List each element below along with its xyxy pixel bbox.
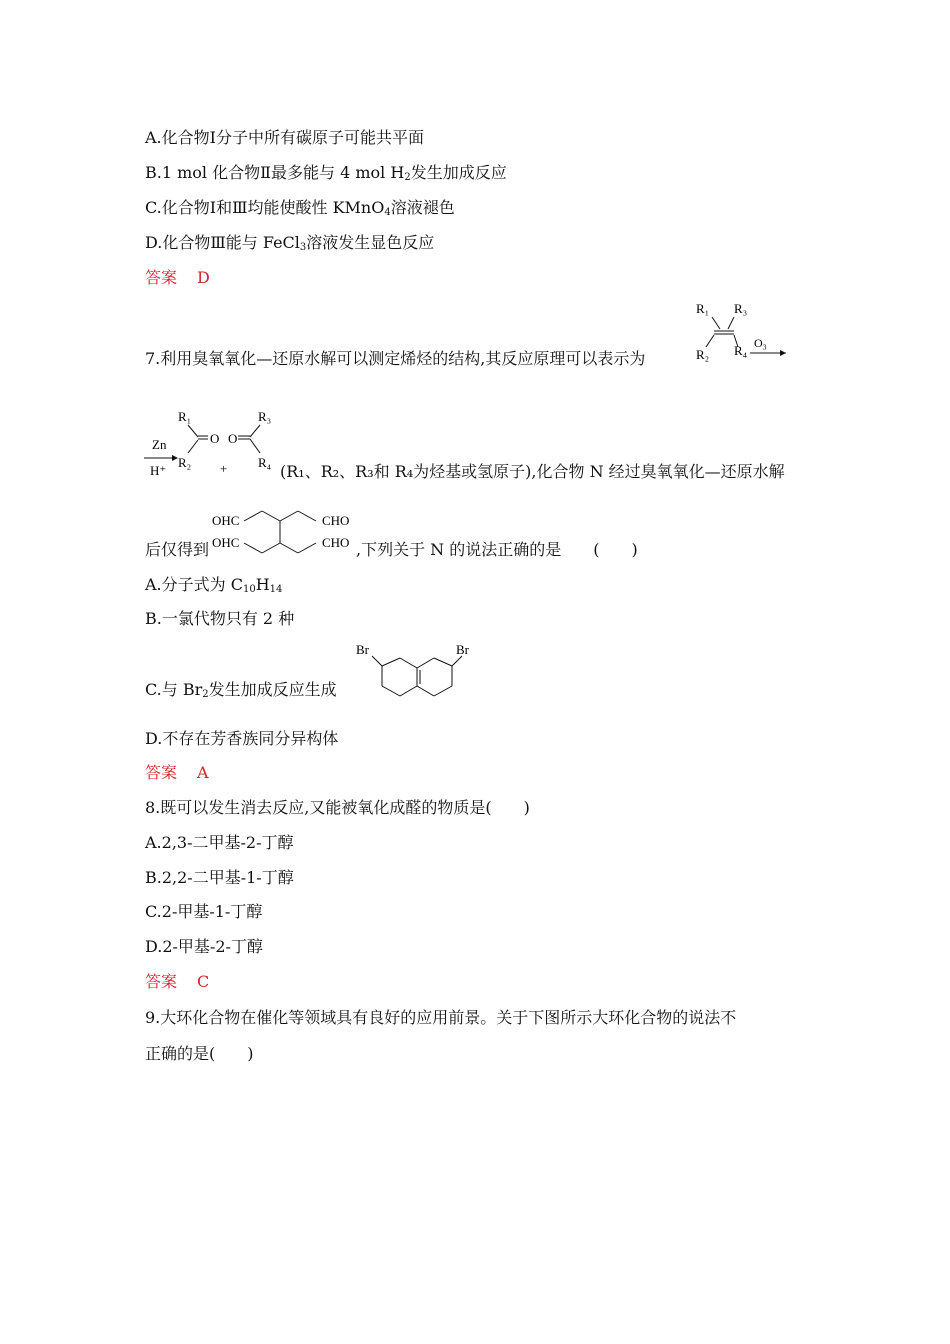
q8-option-d: D.2-甲基-2-丁醇 (145, 937, 263, 956)
svg-text:+: + (220, 461, 228, 476)
q6-option-c: C.化合物Ⅰ和Ⅲ均能使酸性 KMnO$_4$溶液褪色 (145, 198, 455, 218)
dibromo-bicyclic-structure (352, 638, 482, 704)
alkene-structure (690, 295, 790, 365)
svg-text:H⁺: H⁺ (150, 463, 167, 478)
svg-text:CHO: CHO (322, 513, 350, 528)
svg-text:R₄: R₄ (734, 343, 748, 358)
q6-option-d: D.化合物Ⅲ能与 FeCl$_3$溶液发生显色反应 (145, 233, 435, 253)
svg-text:R₄: R₄ (258, 455, 272, 470)
q6-option-a: A.化合物Ⅰ分子中所有碳原子可能共平面 (145, 128, 424, 147)
q8-stem: 8.既可以发生消去反应,又能被氧化成醛的物质是( ) (145, 798, 530, 817)
svg-text:O₃: O₃ (754, 336, 767, 350)
svg-text:R₂: R₂ (178, 455, 192, 470)
q6-option-b: B.1 mol 化合物Ⅱ最多能与 4 mol $H_2$发生加成反应 (145, 163, 507, 183)
svg-text:R₃: R₃ (734, 301, 748, 316)
svg-text:O: O (228, 431, 238, 446)
svg-text:O: O (210, 431, 220, 446)
svg-text:Zn: Zn (152, 437, 167, 452)
q7-stem-line2: (R₁、R₂、R₃和 R₄为烃基或氢原子),化合物 N 经过臭氧氧化—还原水解 (280, 462, 785, 481)
ozonolysis-products (140, 405, 290, 480)
q8-option-c: C.2-甲基-1-丁醇 (145, 902, 263, 921)
q7-option-c: C.与 $Br_2$发生加成反应生成 (145, 680, 337, 700)
q9-stem-line1: 9.大环化合物在催化等领域具有良好的应用前景。关于下图所示大环化合物的说法不 (145, 1008, 737, 1027)
svg-text:OHC: OHC (212, 535, 240, 550)
tetraaldehyde-structure (210, 505, 360, 557)
svg-text:R₁: R₁ (696, 301, 710, 316)
q7-option-b: B.一氯代物只有 2 种 (145, 609, 295, 628)
q9-stem-line2: 正确的是( ) (145, 1044, 254, 1063)
q7-stem-line1: 7.利用臭氧氧化—还原水解可以测定烯烃的结构,其反应原理可以表示为 (145, 349, 646, 368)
q7-stem-line3-post: ,下列关于 N 的说法正确的是 ( ) (356, 540, 638, 559)
svg-text:OHC: OHC (212, 513, 240, 528)
svg-text:CHO: CHO (322, 535, 350, 550)
q7-option-d: D.不存在芳香族同分异构体 (145, 729, 339, 748)
q8-answer: 答案 C (145, 972, 210, 991)
svg-text:R₃: R₃ (258, 409, 272, 424)
svg-text:R₁: R₁ (178, 409, 192, 424)
q6-answer: 答案 D (145, 268, 210, 287)
svg-text:R₂: R₂ (696, 347, 710, 362)
q7-stem-line3-pre: 后仅得到 (145, 540, 210, 559)
svg-text:Br: Br (356, 642, 369, 657)
q7-answer: 答案 A (145, 763, 209, 782)
q7-option-a: A.分子式为 $C_{10}H_{14}$ (145, 575, 283, 595)
q8-option-a: A.2,3-二甲基-2-丁醇 (145, 833, 294, 852)
svg-text:Br: Br (456, 642, 469, 657)
q8-option-b: B.2,2-二甲基-1-丁醇 (145, 868, 294, 887)
